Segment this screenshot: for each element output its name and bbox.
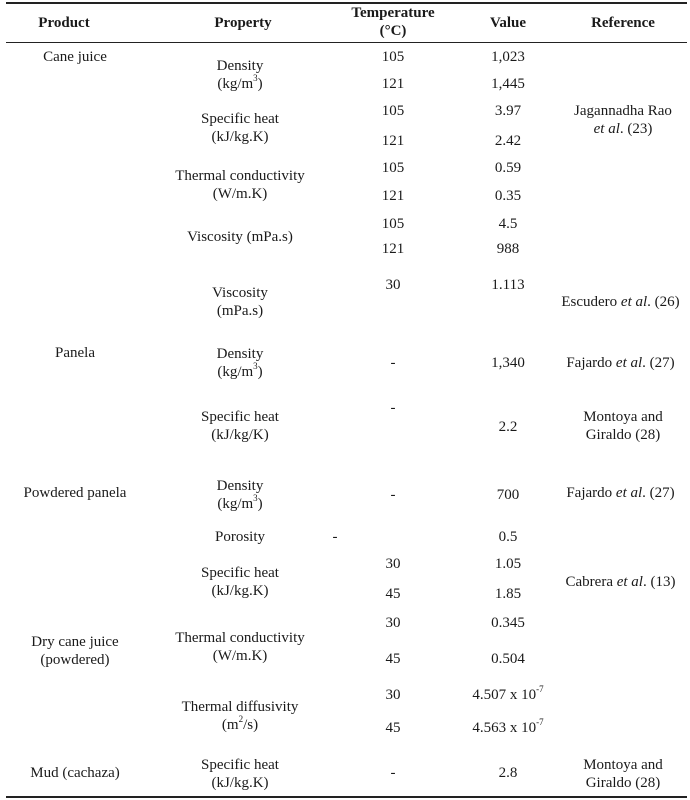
value-cell: 1,340 [491, 355, 525, 371]
header-product: Product [38, 15, 90, 31]
value-cell: 1,445 [491, 76, 525, 92]
unit-exp: 3 [253, 73, 258, 83]
header-temperature-line1: Temperature [351, 5, 435, 21]
temp-105: 105 [381, 160, 405, 176]
property-viscosity: Viscosity (mPa.s) [187, 229, 293, 245]
unit-exp: 2 [238, 714, 244, 724]
value-cell: 0.345 [491, 615, 525, 631]
temp-105: 105 [381, 103, 405, 119]
temp-30: 30 [385, 277, 401, 293]
reference-et-al: et al [593, 121, 620, 137]
property-label: Specific heat [201, 565, 279, 581]
property-specific-heat [170, 564, 310, 600]
value-cell: 4.5 [498, 216, 518, 232]
property-specific-heat [170, 408, 310, 444]
unit-exp: 3 [253, 361, 258, 371]
property-density-label: Density [216, 58, 264, 74]
reference-text: Cabrera [565, 574, 617, 590]
reference-line2: Giraldo (28) [585, 775, 661, 791]
property-specific-heat [170, 756, 310, 792]
value-cell: 988 [496, 241, 520, 257]
temp-30: 30 [385, 687, 401, 703]
reference-text: Escudero [561, 294, 621, 310]
value-cell: 3.97 [494, 103, 522, 119]
header-temperature [333, 4, 453, 40]
value-exp: -7 [536, 717, 544, 727]
header-temperature-line2: (°C) [379, 23, 407, 39]
temp-121: 121 [381, 133, 405, 149]
value-cell: 0.59 [494, 160, 522, 176]
header-rule [6, 42, 687, 43]
value-cell [458, 686, 558, 704]
property-density [170, 345, 310, 381]
property-thermal-diffusivity [150, 698, 330, 734]
property-specific-heat [170, 110, 310, 146]
value-base: 4.507 x 10 [472, 687, 537, 703]
reference-et-al: et al [616, 574, 643, 590]
value-cell: 700 [496, 487, 520, 503]
reference-post: . (27) [642, 355, 675, 371]
property-density-label: Density [216, 478, 264, 494]
product-powdered-panela: Powdered panela [23, 485, 127, 501]
value-cell: 0.504 [491, 651, 525, 667]
value-cell [458, 719, 558, 737]
reference-line1: Montoya and [583, 757, 663, 773]
value-cell: 1.85 [494, 586, 522, 602]
reference-montoya [553, 756, 690, 792]
temp-dash: - [390, 765, 396, 781]
header-value: Value [489, 15, 527, 31]
temp-121: 121 [381, 241, 405, 257]
reference-text: Fajardo [566, 355, 616, 371]
temp-105: 105 [381, 49, 405, 65]
reference-fajardo [548, 484, 690, 502]
reference-line1: Montoya and [583, 409, 663, 425]
product-cane-juice: Cane juice [43, 49, 107, 65]
value-base: 4.563 x 10 [472, 720, 537, 736]
temp-45: 45 [385, 651, 401, 667]
value-cell: 2.8 [498, 765, 518, 781]
reference-line2: Giraldo (28) [585, 427, 661, 443]
reference-montoya [553, 408, 690, 444]
unit-pre: (kg/m [217, 364, 254, 380]
unit-pre: (m [221, 717, 239, 733]
table-bottom-rule [6, 796, 687, 798]
value-exp: -7 [536, 684, 544, 694]
property-label: Specific heat [201, 757, 279, 773]
property-unit: (W/m.K) [212, 648, 268, 664]
property-density-unit [217, 493, 263, 512]
value-cell: 2.42 [494, 133, 522, 149]
reference-jagannadha [553, 102, 690, 138]
unit-close: ) [257, 496, 263, 512]
product-panela: Panela [55, 345, 95, 361]
property-unit: (kJ/kg.K) [211, 583, 269, 599]
property-density-unit [217, 73, 263, 92]
reference-post: . (13) [642, 574, 676, 590]
property-density-unit [217, 361, 263, 380]
property-label: Thermal diffusivity [181, 699, 299, 715]
temp-121: 121 [381, 76, 405, 92]
product-mud: Mud (cachaza) [30, 765, 120, 781]
property-label: Thermal conductivity [175, 630, 305, 646]
header-property: Property [214, 15, 272, 31]
property-porosity: Porosity [214, 529, 265, 545]
reference-line1: Jagannadha Rao [574, 103, 672, 119]
temp-dash: - [390, 400, 396, 416]
property-density [170, 477, 310, 513]
value-cell: 1.113 [491, 277, 525, 293]
temp-105: 105 [381, 216, 405, 232]
reference-escudero [548, 293, 690, 311]
temp-30: 30 [385, 556, 401, 572]
property-unit [221, 714, 259, 733]
reference-text: Fajardo [566, 485, 616, 501]
reference-et-al: et al [620, 294, 648, 310]
property-unit: (kJ/kg.K) [211, 129, 269, 145]
reference-post: . (26) [647, 294, 680, 310]
property-thermal-conductivity [150, 167, 330, 203]
property-unit: (kJ/kg.K) [211, 775, 269, 791]
header-reference: Reference [591, 15, 655, 31]
temp-dash: - [390, 487, 396, 503]
unit-close: ) [257, 364, 263, 380]
reference-et-al: et al [615, 355, 643, 371]
property-unit: (mPa.s) [216, 303, 264, 319]
product-line1: Dry cane juice [31, 634, 119, 650]
property-thermal-conductivity [150, 629, 330, 665]
value-cell: 1,023 [491, 49, 525, 65]
unit-exp: 3 [253, 493, 258, 503]
product-line2: (powdered) [40, 652, 110, 668]
reference-post: . (27) [642, 485, 675, 501]
unit-close: ) [257, 76, 263, 92]
property-label: Specific heat [201, 111, 279, 127]
temp-45: 45 [385, 586, 401, 602]
property-label: Thermal conductivity [175, 168, 305, 184]
temp-30: 30 [385, 615, 401, 631]
property-viscosity [170, 284, 310, 320]
value-cell: 2.2 [498, 419, 518, 435]
reference-fajardo [548, 354, 690, 372]
property-unit: (W/m.K) [212, 186, 268, 202]
property-density-label: Density [216, 346, 264, 362]
reference-et-al: et al [615, 485, 643, 501]
value-cell: 0.5 [498, 529, 518, 545]
reference-line2: . (23) [619, 121, 653, 137]
property-density [170, 57, 310, 93]
property-unit: (kJ/kg/K) [211, 427, 269, 443]
property-label: Specific heat [201, 409, 279, 425]
value-cell: 1.05 [494, 556, 522, 572]
temp-45: 45 [385, 720, 401, 736]
value-cell: 0.35 [494, 188, 522, 204]
temp-dash: - [390, 355, 396, 371]
property-label: Viscosity [212, 285, 268, 301]
unit-post: /s) [243, 717, 259, 733]
temp-dash: - [332, 529, 338, 545]
unit-pre: (kg/m [217, 76, 254, 92]
product-dry-cane-juice [15, 633, 135, 669]
temp-121: 121 [381, 188, 405, 204]
unit-pre: (kg/m [217, 496, 254, 512]
reference-cabrera [548, 573, 690, 591]
